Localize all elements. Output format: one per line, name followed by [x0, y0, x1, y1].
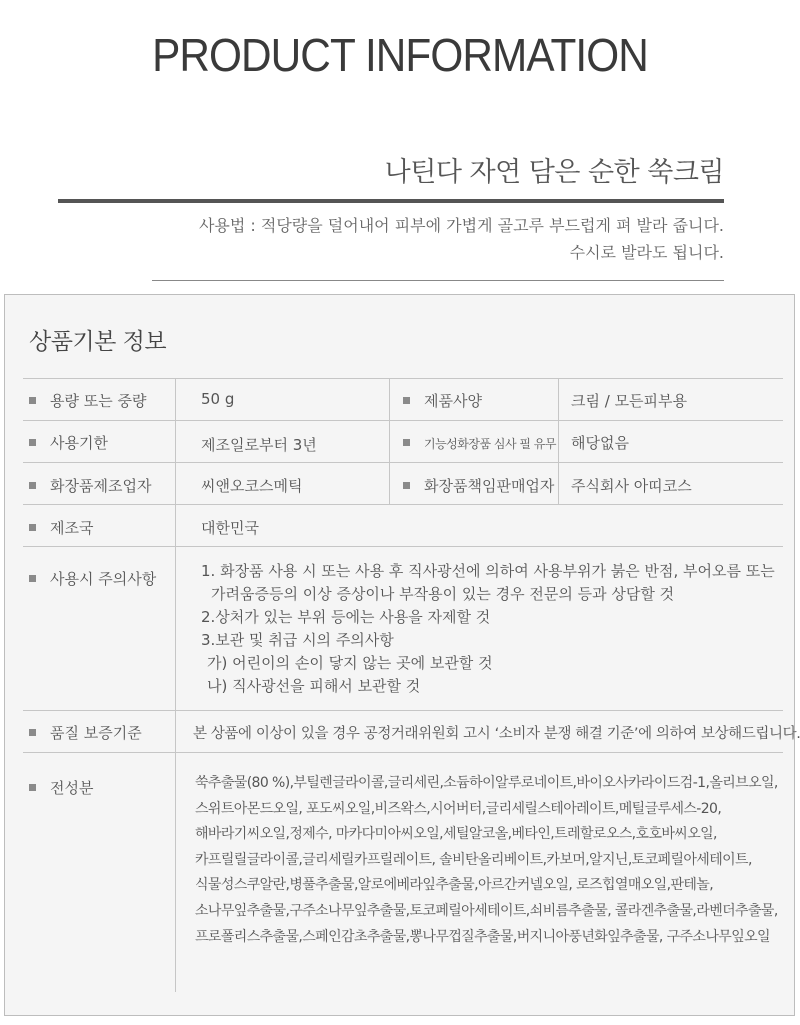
spec-value: 크림 / 모든피부용 — [571, 392, 688, 410]
column-divider — [175, 378, 176, 992]
row-divider — [23, 462, 783, 463]
seller-value: 주식회사 아띠코스 — [571, 477, 692, 495]
row-divider — [23, 378, 783, 379]
volume-value: 50 g — [201, 390, 235, 408]
ingredients-line: 식물성스쿠알란,병풀추출물,알로에베라잎추출물,아르간커넬오일, 로즈힙열매오일,판테놀, — [195, 877, 714, 894]
manufacturer-value: 씨앤오코스메틱 — [201, 477, 303, 495]
caution-list — [201, 560, 775, 698]
caution-line: 3.보관 및 취급 시의 주의사항 — [201, 631, 394, 649]
bullet-square-icon — [403, 439, 410, 446]
usage-line-1: 사용법 : 적당량을 덜어내어 피부에 가볍게 골고루 부드럽게 펴 발라 줍니다. — [198, 216, 724, 235]
column-divider — [558, 378, 559, 504]
ingredients-line: 해바라기씨오일,정제수, 마카다미아씨오일,세틸알코올,베타인,트레할로오스,호호바씨오일, — [195, 826, 717, 843]
bullet-square-icon — [29, 482, 36, 489]
header-divider — [58, 199, 724, 203]
bullet-square-icon — [29, 439, 36, 446]
expiry-label: 사용기한 — [29, 432, 108, 453]
functional-value: 해당없음 — [571, 434, 629, 452]
ingredients-line: 프로폴리스추출물,스페인감초추출물,뽕나무껍질추출물,버지니아풍년화잎추출물, 구주소나무잎오일 — [195, 928, 770, 945]
row-divider — [23, 420, 783, 421]
bullet-square-icon — [29, 397, 36, 404]
page-title: PRODUCT INFORMATION — [152, 29, 648, 81]
caution-line: 가려움증등의 이상 증상이나 부작용이 있는 경우 전문의 등과 상담할 것 — [211, 585, 675, 603]
quality-value: 본 상품에 이상이 있을 경우 공정거래위원회 고시 ‘소비자 분쟁 해결 기준’에 의하여 보상해드립니다. — [193, 726, 800, 742]
bullet-square-icon — [29, 575, 36, 582]
info-box-title: 상품기본 정보 — [29, 329, 167, 355]
row-divider — [23, 710, 783, 711]
bullet-square-icon — [29, 784, 36, 791]
caution-label: 사용시 주의사항 — [29, 568, 156, 589]
bullet-square-icon — [403, 397, 410, 404]
caution-line: 나) 직사광선을 피해서 보관할 것 — [207, 677, 421, 695]
volume-label: 용량 또는 중량 — [29, 390, 146, 411]
ingredients-list — [195, 771, 785, 950]
caution-line: 2.상처가 있는 부위 등에는 사용을 자제할 것 — [201, 608, 491, 626]
product-info-box — [4, 294, 800, 1016]
ingredients-line: 쑥추출물(80 %),부틸렌글라이콜,글리세린,소듐하이알루로네이트,바이오사카라이드검-1,올리브오일, — [195, 775, 778, 791]
expiry-value: 제조일로부터 3년 — [201, 436, 317, 454]
bullet-square-icon — [403, 482, 410, 489]
functional-label: 기능성화장품 심사 필 유무 — [403, 434, 556, 452]
column-divider — [389, 378, 390, 504]
caution-line: 1. 화장품 사용 시 또는 사용 후 직사광선에 의하여 사용부위가 붉은 반점, 부어오름 또는 — [201, 562, 775, 580]
quality-label: 품질 보증기준 — [29, 722, 142, 743]
usage-line-2: 수시로 발라도 됩니다. — [569, 243, 724, 262]
usage-divider — [152, 280, 724, 281]
row-divider — [23, 752, 783, 753]
ingredients-line: 스위트아몬드오일, 포도씨오일,비즈왁스,시어버터,글리세릴스테아레이트,메틸글루세스-20, — [195, 800, 722, 817]
ingredients-line: 카프릴릴글라이콜,글리세릴카프릴레이트, 솔비탄올리베이트,카보머,알지닌,토코페릴아세테이트, — [195, 851, 752, 868]
seller-label: 화장품책임판매업자 — [403, 475, 554, 496]
row-divider — [23, 504, 783, 505]
usage-instructions — [199, 212, 724, 266]
origin-label: 제조국 — [29, 517, 93, 538]
manufacturer-label: 화장품제조업자 — [29, 475, 151, 496]
ingredients-label: 전성분 — [29, 777, 93, 798]
spec-label: 제품사양 — [403, 390, 482, 411]
bullet-square-icon — [29, 524, 36, 531]
bullet-square-icon — [29, 729, 36, 736]
row-divider — [23, 546, 783, 547]
caution-line: 가) 어린이의 손이 닿지 않는 곳에 보관할 것 — [207, 654, 493, 672]
ingredients-line: 소나무잎추출물,구주소나무잎추출물,토코페릴아세테이트,쇠비름추출물, 콜라겐추출물,라벤더추출물, — [195, 902, 778, 919]
product-subtitle: 나틴다 자연 담은 순한 쑥크림 — [384, 157, 724, 188]
origin-value: 대한민국 — [201, 519, 259, 537]
